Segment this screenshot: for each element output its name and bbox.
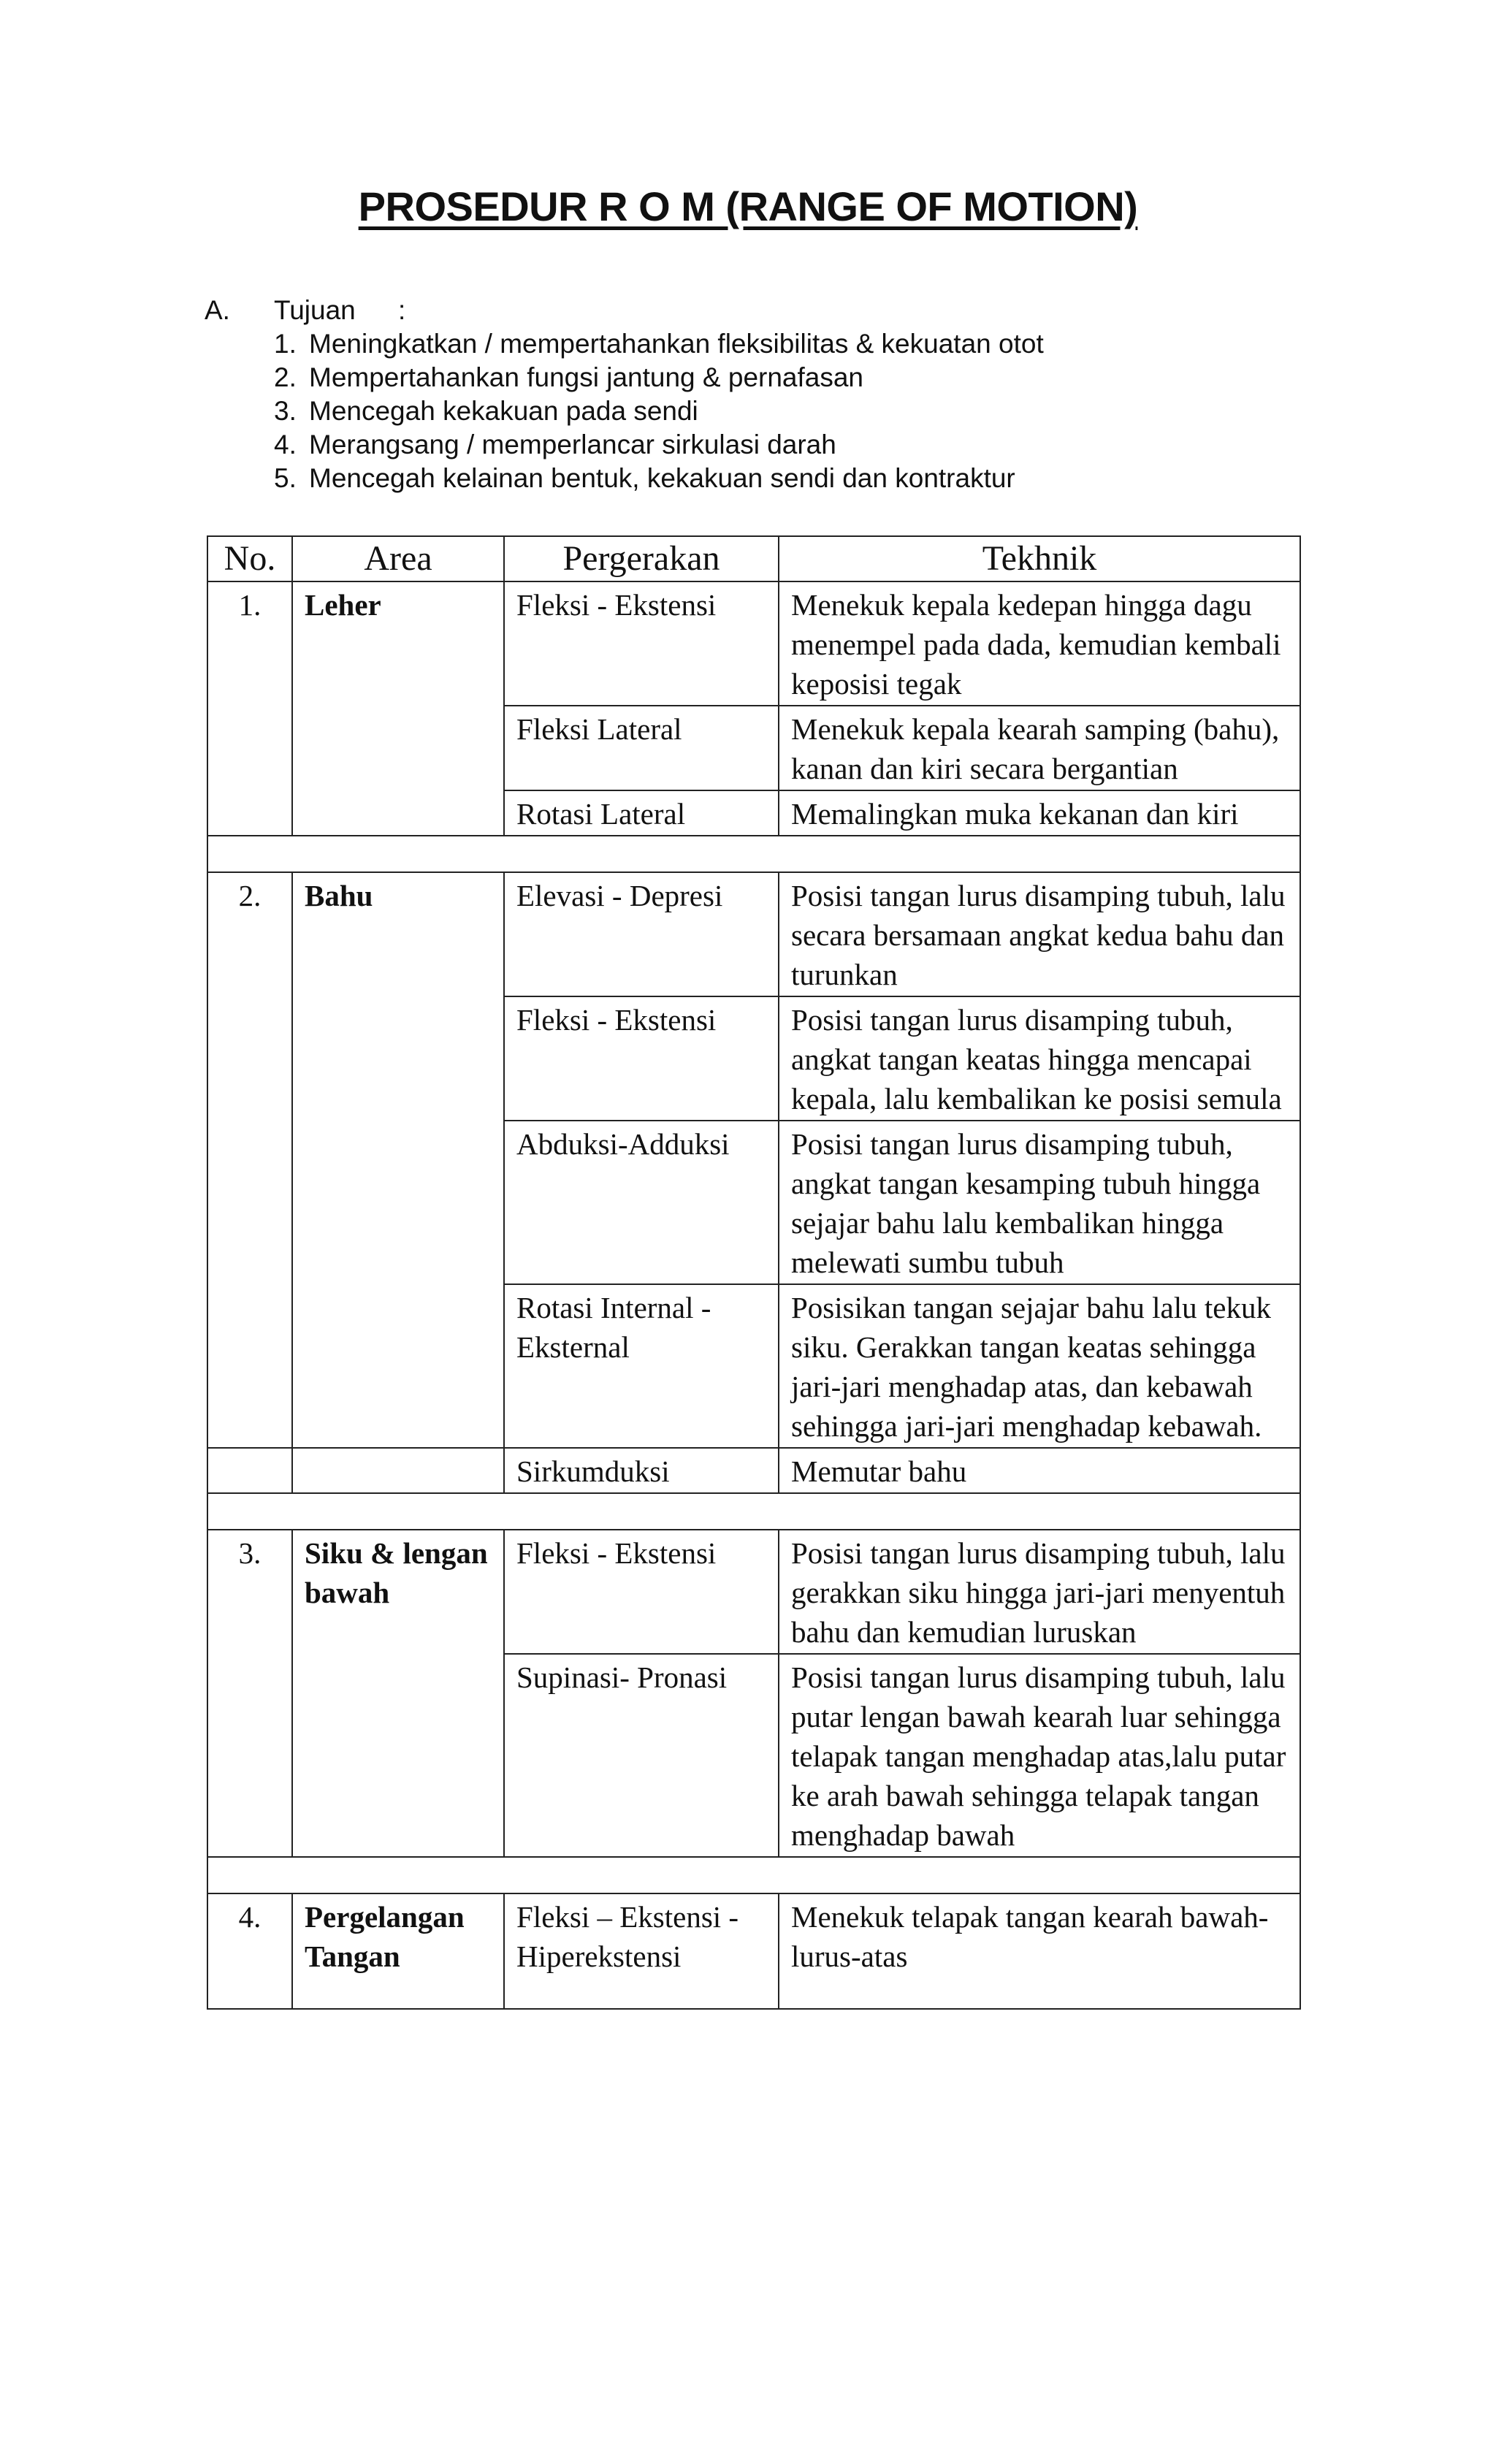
row-movement: Abduksi-Adduksi xyxy=(504,1121,779,1284)
objective-text: Mencegah kelainan bentuk, kekakuan sendi dan kontraktur xyxy=(309,463,1015,493)
row-technique: Posisikan tangan sejajar bahu lalu tekuk siku. Gerakkan tangan keatas sehingga jari-jari menghadap atas, dan kebawah sehingga jari-jari menghadap kebawah. xyxy=(779,1284,1300,1448)
rom-table xyxy=(207,535,1301,2010)
row-number: 2. xyxy=(207,872,292,1448)
row-movement: Supinasi- Pronasi xyxy=(504,1654,779,1857)
row-movement: Fleksi - Ekstensi xyxy=(504,996,779,1121)
row-movement: Elevasi - Depresi xyxy=(504,872,779,996)
objective-number: 3. xyxy=(274,396,297,426)
row-technique: Posisi tangan lurus disamping tubuh, lalu gerakkan siku hingga jari-jari menyentuh bahu dan kemudian luruskan xyxy=(779,1530,1300,1654)
row-number: 1. xyxy=(207,581,292,836)
objective-text: Merangsang / memperlancar sirkulasi darah xyxy=(309,430,836,459)
table-spacer-row xyxy=(207,1493,1300,1530)
row-area: Bahu xyxy=(292,872,504,1448)
page-title: PROSEDUR R O M (RANGE OF MOTION) xyxy=(358,183,1138,229)
row-movement: Fleksi - Ekstensi xyxy=(504,1530,779,1654)
section-letter: A. xyxy=(205,295,230,325)
row-movement: Rotasi Internal -Eksternal xyxy=(504,1284,779,1448)
objective-text: Meningkatkan / mempertahankan fleksibilitas & kekuatan otot xyxy=(309,329,1044,359)
objective-number: 2. xyxy=(274,362,297,392)
table-row xyxy=(207,1448,1300,1493)
table-row xyxy=(207,581,1300,706)
section-label: Tujuan xyxy=(274,295,356,325)
header-technique: Tekhnik xyxy=(779,536,1300,581)
row-movement: Fleksi – Ekstensi - Hiperekstensi xyxy=(504,1893,779,2009)
row-technique: Posisi tangan lurus disamping tubuh, lalu secara bersamaan angkat kedua bahu dan turunkan xyxy=(779,872,1300,996)
row-number-empty xyxy=(207,1448,292,1493)
section-colon: : xyxy=(398,295,406,325)
objective-number: 1. xyxy=(274,329,297,359)
row-technique: Menekuk kepala kearah samping (bahu), kanan dan kiri secara bergantian xyxy=(779,706,1300,790)
row-area: Siku & lengan bawah xyxy=(292,1530,504,1857)
objective-number: 5. xyxy=(274,463,297,493)
table-row xyxy=(207,1530,1300,1654)
row-area: Pergelangan Tangan xyxy=(292,1893,504,2009)
row-area-empty xyxy=(292,1448,504,1493)
table-row xyxy=(207,1893,1300,2009)
objective-number: 4. xyxy=(274,430,297,459)
row-movement: Sirkumduksi xyxy=(504,1448,779,1493)
header-no: No. xyxy=(207,536,292,581)
header-area: Area xyxy=(292,536,504,581)
objective-text: Mencegah kekakuan pada sendi xyxy=(309,396,698,426)
row-movement: Rotasi Lateral xyxy=(504,790,779,836)
row-technique: Menekuk telapak tangan kearah bawah-lurus-atas xyxy=(779,1893,1300,2009)
table-header-row xyxy=(207,536,1300,581)
row-technique: Posisi tangan lurus disamping tubuh, angkat tangan keatas hingga mencapai kepala, lalu kembalikan ke posisi semula xyxy=(779,996,1300,1121)
row-technique: Posisi tangan lurus disamping tubuh, angkat tangan kesamping tubuh hingga sejajar bahu lalu kembalikan hingga melewati sumbu tubuh xyxy=(779,1121,1300,1284)
header-movement: Pergerakan xyxy=(504,536,779,581)
row-technique: Memutar bahu xyxy=(779,1448,1300,1493)
table-spacer-row xyxy=(207,836,1300,872)
row-technique: Menekuk kepala kedepan hingga dagu menempel pada dada, kemudian kembali keposisi tegak xyxy=(779,581,1300,706)
row-number: 3. xyxy=(207,1530,292,1857)
row-number: 4. xyxy=(207,1893,292,2009)
table-row xyxy=(207,872,1300,996)
table-spacer-row xyxy=(207,1857,1300,1893)
row-technique: Posisi tangan lurus disamping tubuh, lalu putar lengan bawah kearah luar sehingga telapak tangan menghadap atas,lalu putar ke arah bawah sehingga telapak tangan menghadap bawah xyxy=(779,1654,1300,1857)
row-movement: Fleksi Lateral xyxy=(504,706,779,790)
row-technique: Memalingkan muka kekanan dan kiri xyxy=(779,790,1300,836)
row-movement: Fleksi - Ekstensi xyxy=(504,581,779,706)
row-area: Leher xyxy=(292,581,504,836)
objective-text: Mempertahankan fungsi jantung & pernafasan xyxy=(309,362,864,392)
